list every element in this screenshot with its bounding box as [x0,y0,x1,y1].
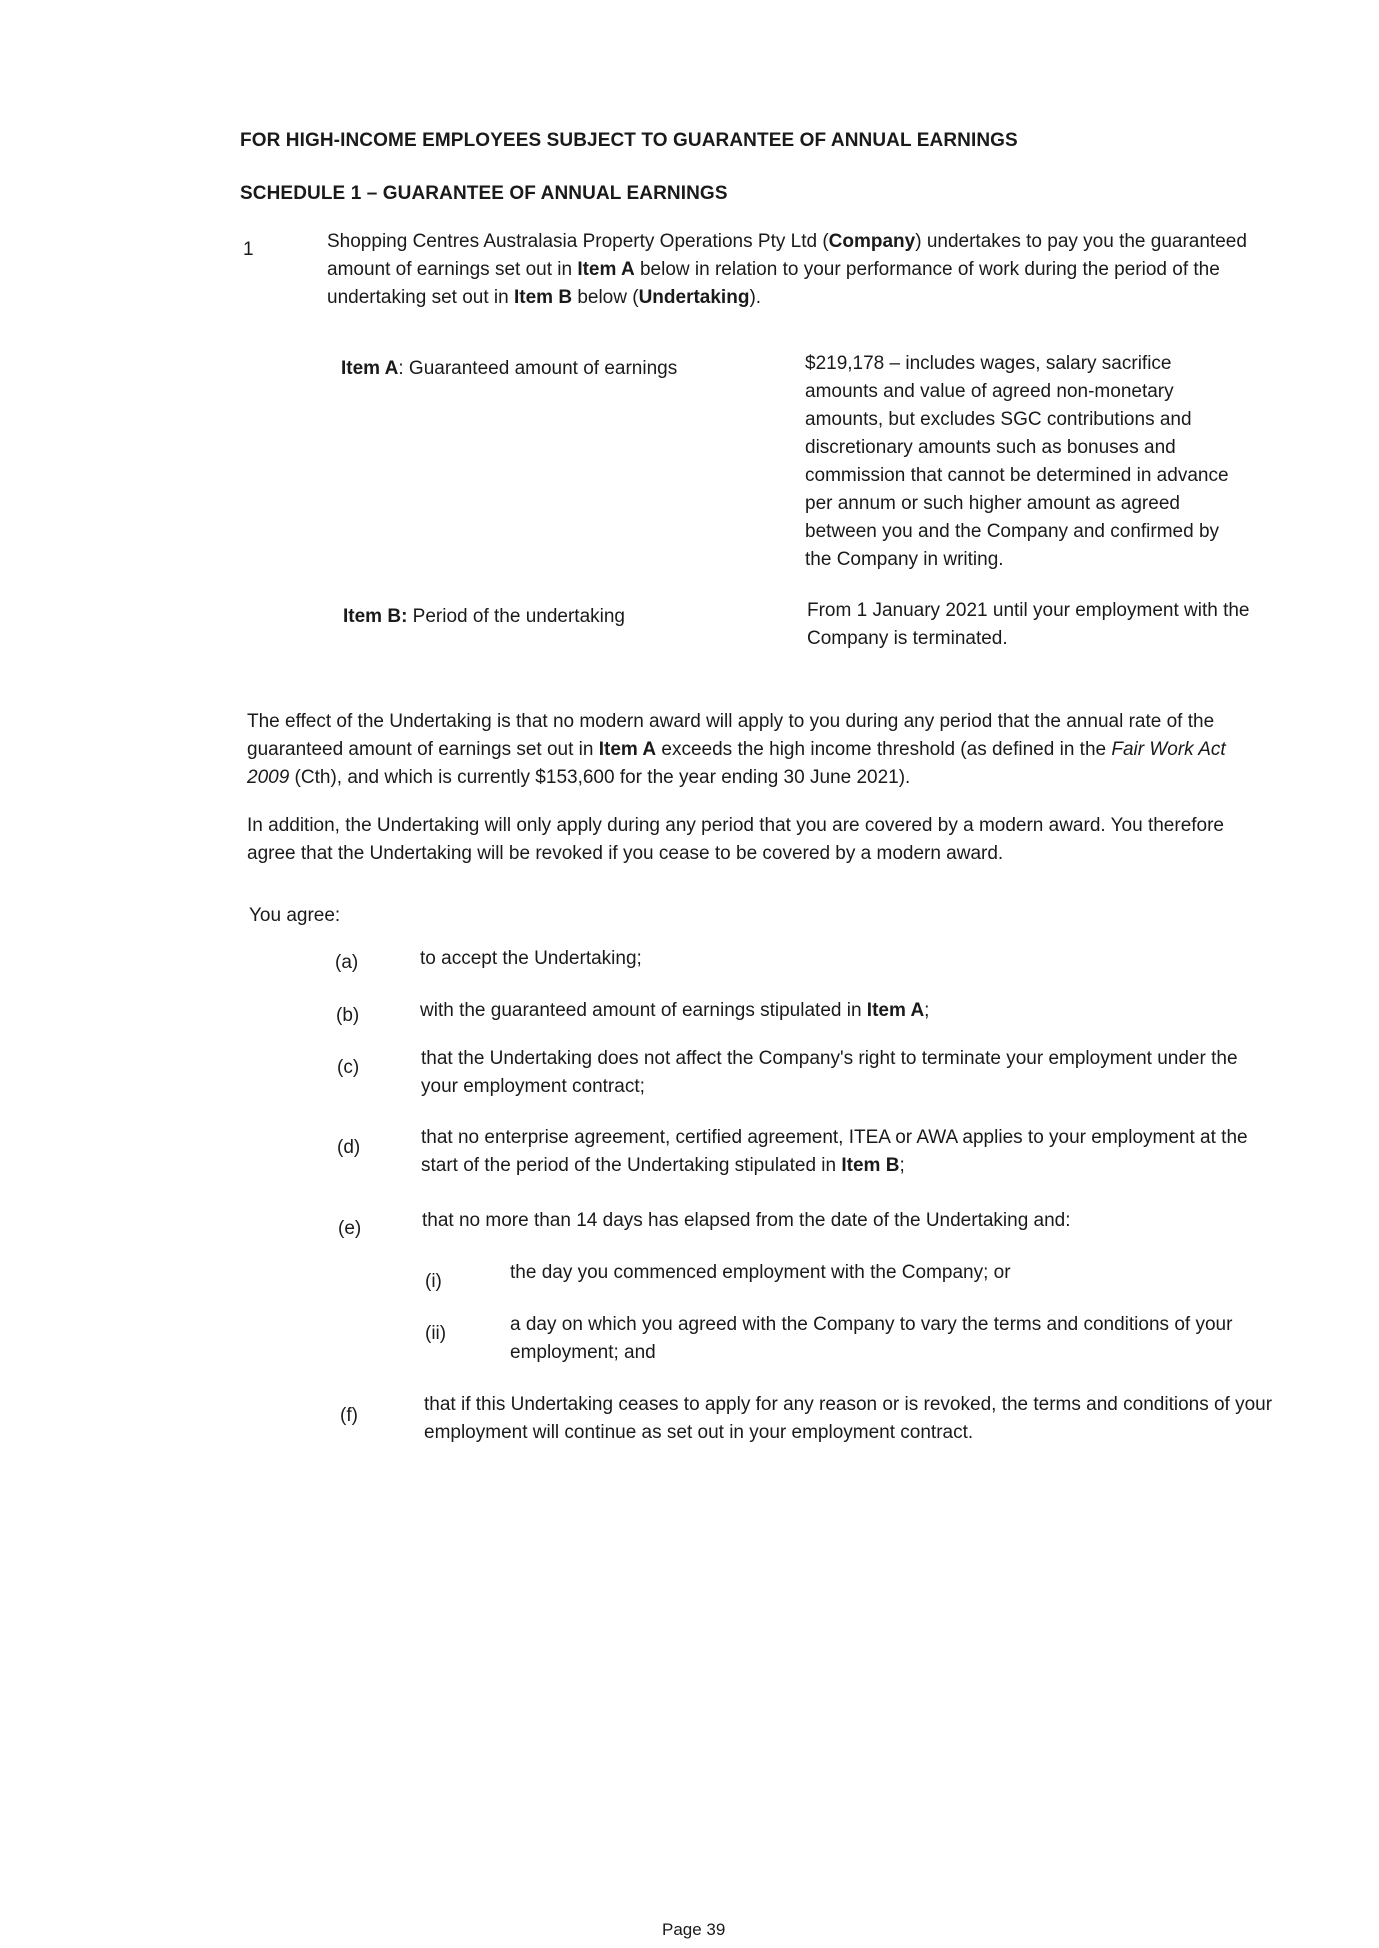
clause-text-part: below ( [572,287,639,308]
list-bold-item-b: Item B [841,1155,900,1176]
paragraph-you-agree: You agree: [249,905,341,926]
item-a-value: $219,178 – includes wages, salary sacrifice amounts and value of agreed non-monetary amounts, but excludes SGC contributions and discretionary amounts such as bonuses and commission that cannot be determined in advance per annum or such higher amount as agreed between you and the Company and confirmed by the Company in writing. [805,353,1229,570]
clause-text-part: ) undertakes to pay you the guaranteed amount of earnings set out in [327,231,1247,280]
clause-text-part: Shopping Centres Australasia Property Operations Pty Ltd ( [327,231,829,252]
sublist-item-text: the day you commenced employment with the Company; or [510,1262,1011,1283]
item-a-label [341,355,677,383]
paragraph-text-part: exceeds the high income threshold (as defined in the [656,739,1112,760]
list-item-text: to accept the Undertaking; [420,948,642,969]
list-item-text: that no more than 14 days has elapsed from the date of the Undertaking and: [422,1210,1071,1231]
paragraph-addition: In addition, the Undertaking will only apply during any period that you are covered by a modern award. You therefore agree that the Undertaking will be revoked if you cease to be covered by a modern award. [247,815,1224,864]
list-item-label: (a) [335,952,359,973]
clause-bold-item-a: Item A [577,259,635,280]
clause-bold-company: Company [828,231,916,252]
sublist-item-text: a day on which you agreed with the Company to vary the terms and conditions of your employment; and [510,1314,1233,1363]
list-item-label: (d) [337,1137,361,1158]
schedule-heading: SCHEDULE 1 – GUARANTEE OF ANNUAL EARNINGS [240,183,728,204]
list-item-label: (c) [337,1057,360,1078]
list-text-part: with the guaranteed amount of earnings stipulated in [420,1000,867,1021]
paragraph-bold-item-a: Item A [598,739,657,760]
list-bold-item-a: Item A [866,1000,925,1021]
document-heading: FOR HIGH-INCOME EMPLOYEES SUBJECT TO GUARANTEE OF ANNUAL EARNINGS [240,130,1018,151]
clause-text-part: below in relation to your performance of work during the period of the undertaking set out in [327,259,1220,308]
sublist-item-label: (i) [425,1271,442,1292]
list-item-text: that if this Undertaking ceases to apply for any reason or is revoked, the terms and conditions of your employment will continue as set out in your employment contract. [424,1394,1273,1443]
paragraph-effect [247,708,1267,792]
list-item-text [421,1124,1276,1180]
list-item-text [420,997,1270,1025]
item-a-label-bold: Item A [341,358,399,379]
item-b-label-text: Period of the undertaking [407,606,625,627]
list-item-label: (b) [336,1005,360,1026]
sublist-item-label: (ii) [425,1323,447,1344]
list-text-part: ; [924,1000,930,1021]
clause-1-text [327,228,1277,312]
item-b-label [343,603,625,631]
clause-number: 1 [243,239,254,260]
list-item-text: that the Undertaking does not affect the Company's right to terminate your employment under the your employment contract; [421,1048,1238,1097]
list-item-label: (f) [340,1405,358,1426]
item-b-label-bold: Item B: [343,606,408,627]
paragraph-italic-act: Fair Work Act 2009 [247,739,1226,788]
clause-bold-item-b: Item B [513,287,573,308]
item-b-value: From 1 January 2021 until your employment with the Company is terminated. [807,600,1250,649]
item-a-label-text: : Guaranteed amount of earnings [398,358,678,379]
paragraph-text-part: (Cth), and which is currently $153,600 for the year ending 30 June 2021). [289,767,911,788]
clause-bold-undertaking: Undertaking [638,287,750,308]
clause-text-part: ). [749,287,762,308]
page-number: Page 39 [662,1920,726,1939]
paragraph-text-part: The effect of the Undertaking is that no modern award will apply to you during any period that the annual rate of the guaranteed amount of earnings set out in [247,711,1215,760]
list-text-part: ; [899,1155,905,1176]
list-item-label: (e) [338,1218,362,1239]
list-text-part: that no enterprise agreement, certified agreement, ITEA or AWA applies to your employment at the start of the period of the Undertaking stipulated in [421,1127,1248,1176]
